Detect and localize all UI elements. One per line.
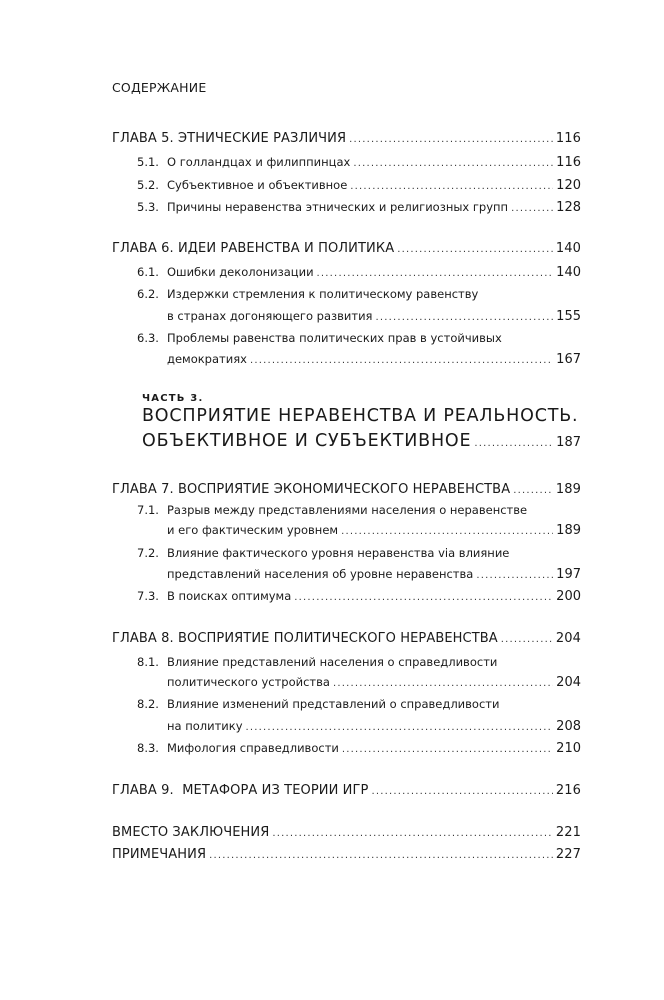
entry-title-line2: представлений населения об уровне неравенства	[167, 567, 474, 581]
page-number: 216	[555, 783, 581, 798]
page-number: 116	[555, 131, 581, 146]
section-number: 8.2.	[137, 697, 159, 711]
toc-entry-5-2[interactable]	[137, 178, 581, 193]
page-number: 221	[555, 825, 581, 840]
leader-dots	[501, 634, 553, 645]
leader-dots	[333, 678, 553, 689]
page-number: 189	[555, 482, 581, 497]
page-number: 210	[556, 741, 581, 756]
entry-title-line2: политического устройства	[167, 675, 330, 689]
leader-dots	[294, 592, 553, 603]
toc-entry-part-3[interactable]	[142, 431, 581, 451]
leader-dots	[353, 158, 553, 169]
leader-dots	[476, 570, 553, 581]
page-number: 204	[555, 631, 581, 646]
leader-dots	[342, 744, 553, 755]
leader-dots	[246, 722, 554, 733]
entry-title: Ошибки деколонизации	[167, 265, 314, 279]
page-number: 116	[556, 155, 581, 170]
page-number: 167	[556, 352, 581, 367]
page-number: 128	[556, 200, 581, 215]
section-number: 7.3.	[137, 589, 159, 603]
entry-title-line1: Влияние изменений представлений о справедливости	[167, 697, 500, 711]
leader-dots	[250, 355, 553, 366]
leader-dots	[272, 828, 553, 839]
entry-title: ГЛАВА 5. ЭТНИЧЕСКИЕ РАЗЛИЧИЯ	[112, 131, 347, 146]
entry-title-line1: Разрыв между представлениями населения о неравенстве	[167, 503, 528, 517]
entry-title: ГЛАВА 9. МЕТАФОРА ИЗ ТЕОРИИ ИГР	[112, 783, 369, 798]
leader-dots	[513, 485, 553, 496]
entry-title: ВМЕСТО ЗАКЛЮЧЕНИЯ	[112, 825, 270, 840]
entry-title: Субъективное и объективное	[167, 178, 348, 192]
entry-title-line1: Проблемы равенства политических прав в устойчивых	[167, 331, 502, 345]
page-number: 197	[556, 567, 581, 582]
entry-title-line2: на политику	[167, 719, 243, 733]
toc-entry-7-2-line1[interactable]	[137, 546, 509, 560]
entry-title: ГЛАВА 6. ИДЕИ РАВЕНСТВА И ПОЛИТИКА	[112, 241, 395, 256]
section-number: 5.1.	[137, 155, 159, 169]
page-number: 208	[556, 719, 581, 734]
section-number: 8.1.	[137, 655, 159, 669]
toc-entry-notes[interactable]	[112, 847, 581, 862]
toc-entry-conclusion[interactable]	[112, 825, 581, 840]
toc-entry-chapter-5[interactable]	[112, 131, 581, 146]
entry-title: Причины неравенства этнических и религиозных групп	[167, 200, 509, 214]
leader-dots	[397, 244, 553, 255]
toc-entry-5-3[interactable]	[137, 200, 581, 215]
part-title-line1: ВОСПРИЯТИЕ НЕРАВЕНСТВА И РЕАЛЬНОСТЬ.	[142, 406, 579, 426]
running-header: СОДЕРЖАНИЕ	[112, 80, 207, 95]
entry-title: ГЛАВА 8. ВОСПРИЯТИЕ ПОЛИТИЧЕСКОГО НЕРАВЕНСТВА	[112, 631, 498, 646]
page-number: 200	[556, 589, 581, 604]
section-number: 7.2.	[137, 546, 159, 560]
toc-entry-6-3[interactable]	[167, 352, 581, 367]
entry-title-line1: Влияние представлений населения о справедливости	[167, 655, 498, 669]
entry-title-line2: демократиях	[167, 352, 247, 366]
leader-dots	[474, 438, 553, 449]
part-title-line2: ОБЪЕКТИВНОЕ И СУБЪЕКТИВНОЕ	[142, 431, 472, 451]
entry-title: ГЛАВА 7. ВОСПРИЯТИЕ ЭКОНОМИЧЕСКОГО НЕРАВЕНСТВА	[112, 482, 511, 497]
toc-entry-chapter-9[interactable]	[112, 783, 581, 798]
page-number: 204	[556, 675, 581, 690]
leader-dots	[209, 850, 553, 861]
leader-dots	[511, 203, 553, 214]
toc-entry-6-2[interactable]	[167, 309, 581, 324]
entry-title: Мифология справедливости	[167, 741, 339, 755]
leader-dots	[317, 268, 554, 279]
toc-entry-8-1[interactable]	[167, 675, 581, 690]
page-number: 120	[556, 178, 581, 193]
page-number: 140	[556, 265, 581, 280]
toc-entry-chapter-8[interactable]	[112, 631, 581, 646]
entry-title-line2: и его фактическим уровнем	[167, 523, 339, 537]
section-number: 6.2.	[137, 287, 159, 301]
leader-dots	[350, 181, 553, 192]
entry-title: В поисках оптимума	[167, 589, 292, 603]
section-number: 8.3.	[137, 741, 159, 755]
entry-title: О голландцах и филиппинцах	[167, 155, 351, 169]
page-number: 227	[555, 847, 581, 862]
leader-dots	[375, 312, 553, 323]
entry-title-line2: в странах догоняющего развития	[167, 309, 373, 323]
entry-title-line1: Влияние фактического уровня неравенства via влияние	[167, 546, 510, 560]
entry-title: ПРИМЕЧАНИЯ	[112, 847, 207, 862]
toc-entry-8-2[interactable]	[167, 719, 581, 734]
section-number: 6.1.	[137, 265, 159, 279]
toc-entry-chapter-6[interactable]	[112, 241, 581, 256]
leader-dots	[371, 786, 552, 797]
leader-dots	[349, 134, 553, 145]
toc-entry-5-1[interactable]	[137, 155, 581, 170]
section-number: 6.3.	[137, 331, 159, 345]
entry-title-line1: Издержки стремления к политическому равенству	[167, 287, 479, 301]
page-number: 155	[556, 309, 581, 324]
page-number: 187	[556, 435, 581, 450]
toc-entry-6-2-line1[interactable]	[137, 287, 478, 301]
toc-entry-7-2[interactable]	[167, 567, 581, 582]
toc-entry-8-1-line1[interactable]	[137, 655, 497, 669]
toc-entry-8-2-line1[interactable]	[137, 697, 499, 711]
toc-entry-7-1[interactable]	[167, 523, 581, 538]
section-number: 5.2.	[137, 178, 159, 192]
section-number: 5.3.	[137, 200, 159, 214]
part-label: ЧАСТЬ 3.	[142, 393, 204, 404]
page-number: 140	[555, 241, 581, 256]
toc-entry-chapter-7[interactable]	[112, 482, 581, 497]
toc-entry-6-3-line1[interactable]	[137, 331, 502, 345]
page-number: 189	[556, 523, 581, 538]
toc-entry-8-3[interactable]	[137, 741, 581, 756]
toc-entry-6-1[interactable]	[137, 265, 581, 280]
section-number: 7.1.	[137, 503, 159, 517]
leader-dots	[341, 526, 553, 537]
toc-entry-7-1-line1[interactable]	[137, 503, 527, 517]
toc-entry-7-3[interactable]	[137, 589, 581, 604]
